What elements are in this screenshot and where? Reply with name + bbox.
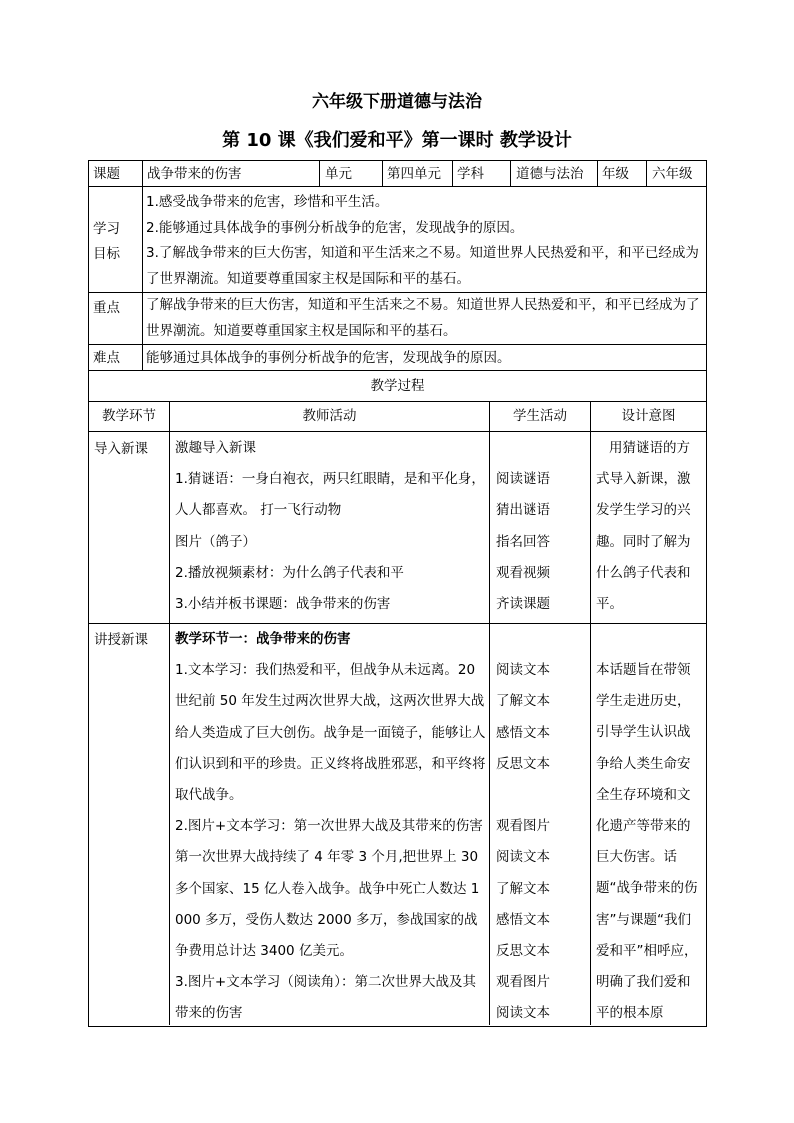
goal-item: 2.能够通过具体战争的事例分析战争的危害，发现战争的原因。 <box>146 219 524 236</box>
difficulty-value: 能够通过具体战争的事例分析战争的危害，发现战争的原因。 <box>146 350 511 366</box>
student-activity-intro <box>496 433 588 620</box>
design-intent-intro: 用猜谜语的方式导入新课，激发学生学习的兴趣。同时了解为什么鸽子代表和平。 <box>596 440 691 613</box>
header-stage: 教学环节 <box>102 408 156 424</box>
key-label: 重点 <box>93 300 120 316</box>
student-item: 阅读文本 <box>496 849 550 866</box>
header-teacher: 教师活动 <box>302 408 357 424</box>
student-item: 感悟文本 <box>496 911 550 928</box>
student-item <box>496 433 588 464</box>
teacher-item: 2.图片+文本学习：第一次世界大战及其带来的伤害 第一次世界大战持续了 4 年零 3 个月,把世界上 30 多个国家、15 亿人卷入战争。战争中死亡人数达 1000 多万，受伤人数达 2000 多万，参战国家的战争费用总计达 3400 亿美元。 <box>175 818 483 960</box>
teacher-item: 2.播放视频素材：为什么鸽子代表和平 <box>175 564 404 581</box>
teacher-item: 3.小结并板书课题：战争带来的伤害 <box>175 596 391 613</box>
teacher-item: 1.猜谜语：一身白袍衣，两只红眼睛，是和平化身，人人都喜欢。 打一飞行动物 <box>175 471 485 519</box>
student-item: 感悟文本 <box>496 724 550 741</box>
student-item: 齐读课题 <box>496 596 550 613</box>
process-section-title: 教学过程 <box>370 378 425 394</box>
grade-label: 年级 <box>602 166 629 182</box>
header-student: 学生活动 <box>513 408 567 424</box>
student-item: 阅读文本 <box>496 1005 550 1022</box>
key-value: 了解战争带来的巨大伤害，知道和平生活来之不易。知道世界人民热爱和平，和平已经成为了世界潮流。知道要尊重国家主权是国际和平的基石。 <box>146 297 700 339</box>
teacher-item: 图片（鸽子） <box>175 533 256 550</box>
subject-value: 道德与法治 <box>516 166 584 182</box>
subject-label: 学科 <box>457 166 484 182</box>
grade-value: 六年级 <box>652 166 693 182</box>
goals-label: 学习 目标 <box>93 221 120 262</box>
document-title: 六年级下册道德与法治 <box>312 92 482 112</box>
student-item: 观看视频 <box>496 564 550 581</box>
process-table <box>88 371 707 1027</box>
teacher-activity-intro <box>175 433 487 620</box>
teacher-item: 1.文本学习：我们热爱和平，但战争从未远离。20 世纪前 50 年发生过两次世界大战，这两次世界大战给人类造成了巨大创伤。战争是一面镜子，能够让人们认识到和平的珍贵。正义终将战胜邪恶，和平终将取代战争。 <box>175 662 486 804</box>
student-item: 了解文本 <box>496 693 550 710</box>
teacher-item: 激趣导入新课 <box>175 440 256 456</box>
stage-intro: 导入新课 <box>94 441 148 457</box>
student-item: 观看图片 <box>496 974 550 991</box>
unit-value: 第四单元 <box>387 166 441 182</box>
design-intent-teaching: 本话题旨在带领学生走进历史，引导学生认识战争给人类生命安全生存环境和文化遗产等带来的巨大伤害。话题“战争带来的伤害”与课题“我们爱和平”相呼应，明确了我们爱和平的根本原 <box>596 662 698 1022</box>
teacher-activity-teaching <box>175 624 487 1030</box>
student-item: 了解文本 <box>496 880 550 897</box>
teacher-item: 3.图片+文本学习（阅读角）：第二次世界大战及其带来的伤害 <box>175 974 476 1022</box>
student-item: 阅读谜语 <box>496 471 550 488</box>
info-table <box>88 160 707 371</box>
unit-label: 单元 <box>325 166 352 182</box>
student-item <box>496 780 588 811</box>
header-intent: 设计意图 <box>621 408 676 424</box>
student-activity-teaching <box>496 624 588 1030</box>
teacher-heading: 教学环节一：战争带来的伤害 <box>175 631 351 647</box>
lesson-subtitle: 第 10 课《我们爱和平》第一课时 教学设计 <box>222 130 572 151</box>
topic-value: 战争带来的伤害 <box>147 166 242 182</box>
stage-teaching: 讲授新课 <box>94 632 148 648</box>
student-item: 指名回答 <box>496 533 550 550</box>
student-item <box>496 624 588 655</box>
goal-item: 3.了解战争带来的巨大伤害，知道和平生活来之不易。知道世界人民热爱和平，和平已经成为了世界潮流。知道要尊重国家主权是国际和平的基石。 <box>146 245 699 287</box>
difficulty-label: 难点 <box>93 350 120 366</box>
goals-list <box>146 190 704 292</box>
student-item: 观看图片 <box>496 818 550 835</box>
goal-item: 1.感受战争带来的危害，珍惜和平生活。 <box>146 194 389 210</box>
student-item: 猜出谜语 <box>496 502 550 519</box>
student-item: 阅读文本 <box>496 662 550 679</box>
student-item: 反思文本 <box>496 755 550 772</box>
student-item: 反思文本 <box>496 943 550 960</box>
topic-label: 课题 <box>93 166 120 182</box>
